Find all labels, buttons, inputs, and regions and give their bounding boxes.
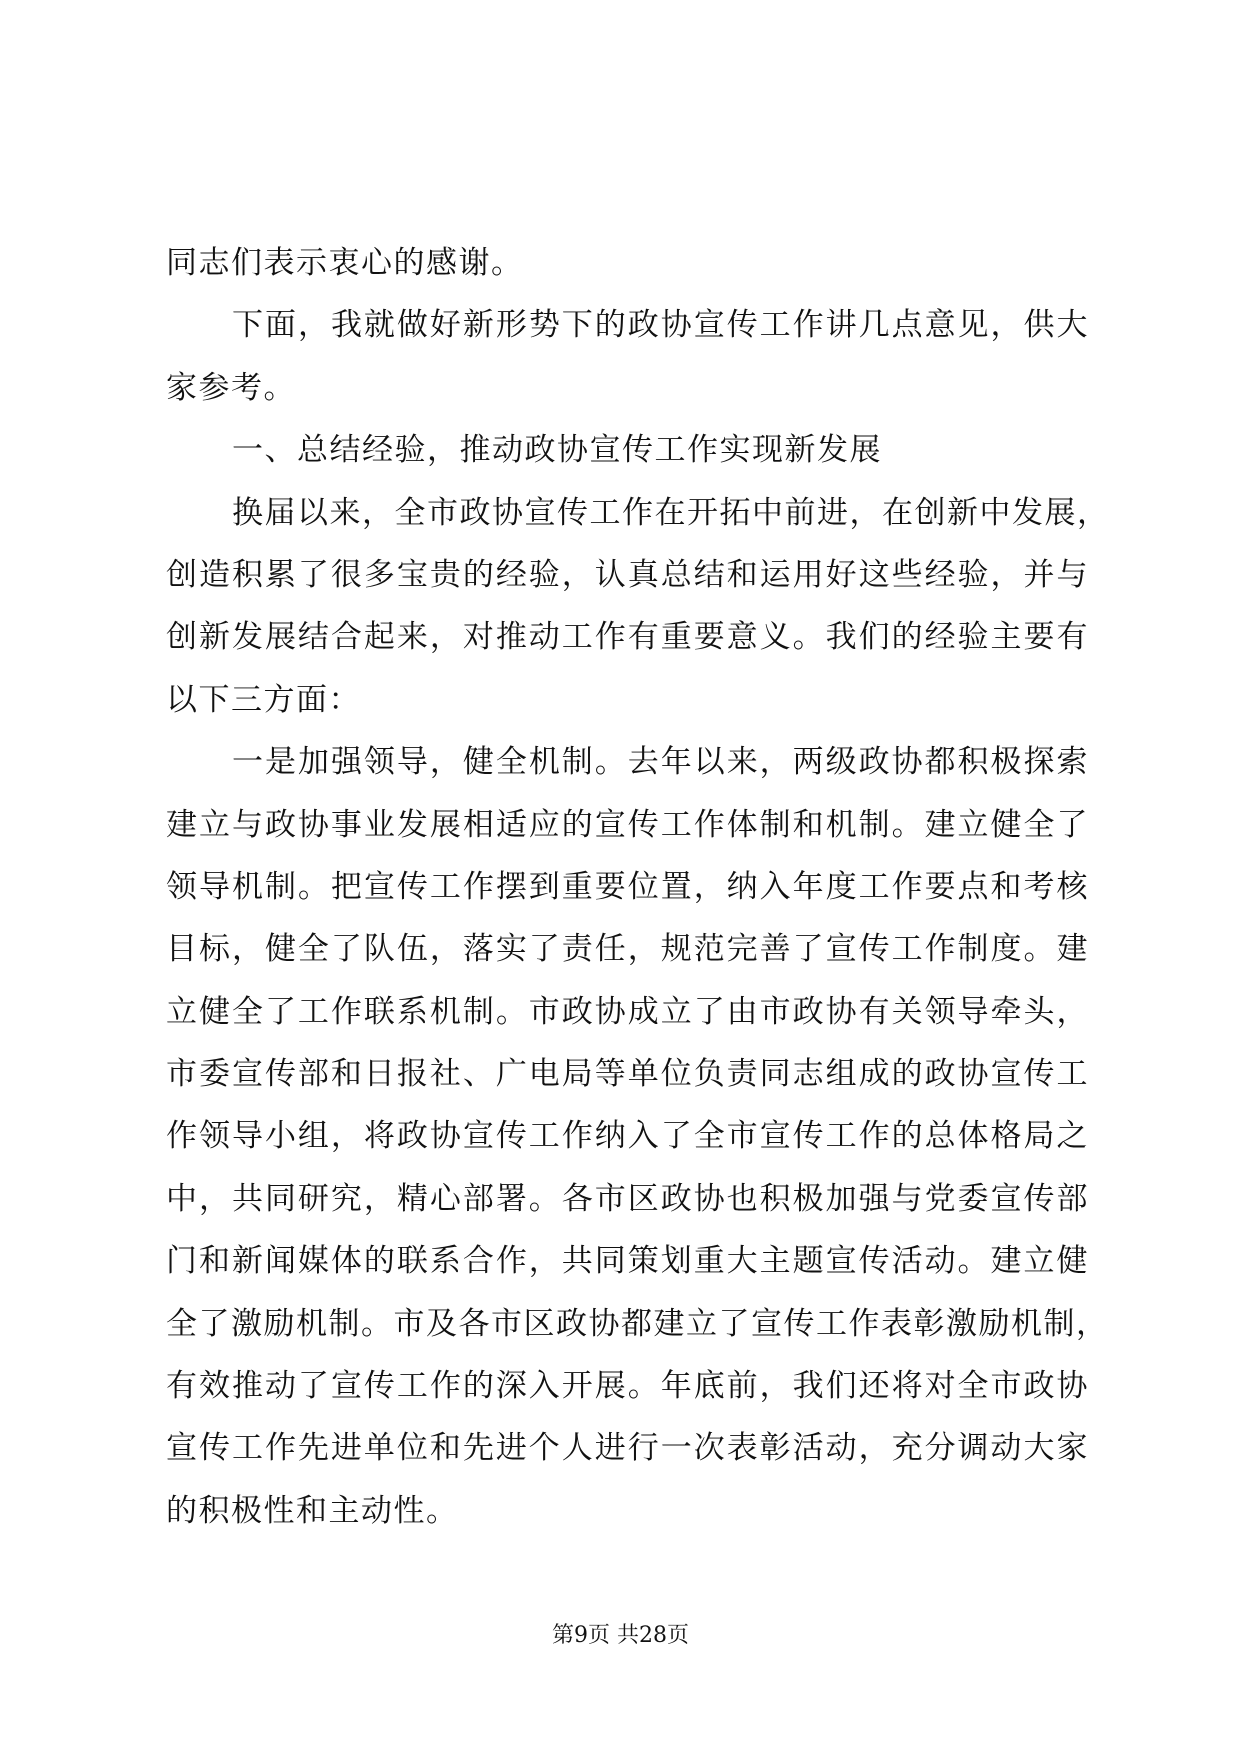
text-line: 的积极性和主动性。 (166, 1492, 459, 1529)
text-line: 创新发展结合起来，对推动工作有重要意义。我们的经验主要有 (166, 619, 1089, 656)
text-line: 创造积累了很多宝贵的经验，认真总结和运用好这些经验，并与 (166, 556, 1089, 593)
text-line: 全了激励机制。市及各市区政协都建立了宣传工作表彰激励机制， (166, 1305, 1109, 1342)
text-line: 门和新闻媒体的联系合作，共同策划重大主题宣传活动。建立健 (166, 1243, 1089, 1280)
text-line: 建立与政协事业发展相适应的宣传工作体制和机制。建立健全了 (166, 806, 1089, 843)
text-line: 家参考。 (166, 369, 296, 406)
text-line: 下面，我就做好新形势下的政协宣传工作讲几点意见，供大 (232, 307, 1089, 344)
page-number-footer: 第9页 共28页 (552, 1623, 689, 1648)
text-line: 宣传工作先进单位和先进个人进行一次表彰活动，充分调动大家 (166, 1430, 1089, 1467)
document-body (166, 232, 1110, 1542)
text-line: 一是加强领导，健全机制。去年以来，两级政协都积极探索 (232, 744, 1089, 781)
text-line: 换届以来，全市政协宣传工作在开拓中前进，在创新中发展， (232, 494, 1110, 531)
text-line: 作领导小组，将政协宣传工作纳入了全市宣传工作的总体格局之 (166, 1118, 1089, 1155)
text-line: 立健全了工作联系机制。市政协成立了由市政协有关领导牵头， (166, 993, 1089, 1030)
text-line: 市委宣传部和日报社、广电局等单位负责同志组成的政协宣传工 (166, 1056, 1089, 1093)
text-line: 同志们表示衷心的感谢。 (166, 245, 524, 281)
text-line: 领导机制。把宣传工作摆到重要位置，纳入年度工作要点和考核 (166, 868, 1089, 905)
text-line: 一、总结经验，推动政协宣传工作实现新发展 (232, 432, 882, 469)
text-line: 以下三方面： (166, 681, 361, 718)
text-line: 有效推动了宣传工作的深入开展。年底前，我们还将对全市政协 (166, 1368, 1089, 1405)
text-line: 目标，健全了队伍，落实了责任，规范完善了宣传工作制度。建 (166, 931, 1089, 968)
text-line: 中，共同研究，精心部署。各市区政协也积极加强与党委宣传部 (166, 1180, 1089, 1217)
